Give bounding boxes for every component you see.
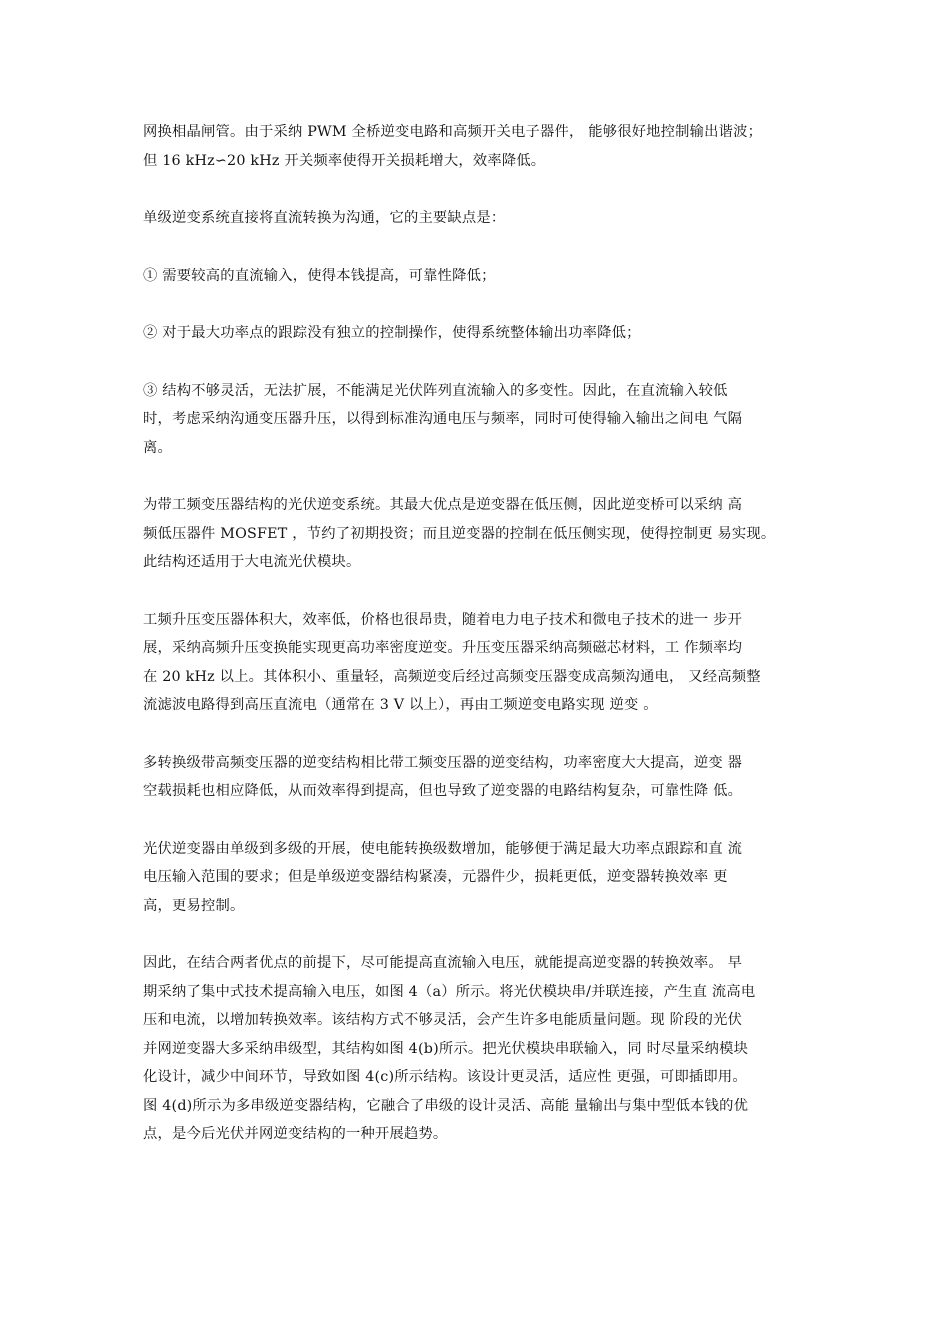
paragraph-single-stage-intro — [143, 204, 823, 233]
paragraph-structure-trends — [143, 949, 823, 1149]
text-line: 在 20 kHz 以上。其体积小、重量轻，高频逆变后经过高频变压器变成高频沟通电， 又经高频整 — [143, 668, 761, 685]
text-line: 点，是今后光伏并网逆变结构的一种开展趋势。 — [143, 1126, 448, 1142]
text-line: 压和电流，以增加转换效率。该结构方式不够灵活，会产生许多电能质量问题。现 阶段的光伏 — [143, 1012, 743, 1028]
text-line: 光伏逆变器由单级到多级的开展，使电能转换级数增加，能够便于满足最大功率点跟踪和直 流 — [143, 840, 743, 857]
text-line: 但 16 kHz∽20 kHz 开关频率使得开关损耗增大，效率降低。 — [143, 152, 546, 169]
text-line: 高，更易控制。 — [143, 897, 245, 914]
text-line: 时，考虑采纳沟通变压器升压，以得到标准沟通电压与频率，同时可使得输入输出之间电 气隔 — [143, 411, 743, 427]
text-line: 图 4(d)所示为多串级逆变器结构，它融合了串级的设计灵活、高能 量输出与集中型低本钱的优 — [143, 1097, 749, 1114]
text-line: 电压输入范围的要求；但是单级逆变器结构紧凑，元器件少，损耗更低，逆变器转换效率 更 — [143, 869, 728, 885]
text-line: ③ 结构不够灵活，无法扩展，不能满足光伏阵列直流输入的多变性。因此，在直流输入较低 — [143, 382, 728, 399]
text-line: 展，采纳高频升压变换能实现更高功率密度逆变。升压变压器采纳高频磁芯材料，工 作频率均 — [143, 640, 743, 656]
paragraph-line-frequency-transformer — [143, 491, 823, 577]
document-page — [143, 118, 823, 1149]
text-line: 期采纳了集中式技术提高输入电压，如图 4（a）所示。将光伏模块串/并联连接，产生直 流高电 — [143, 983, 756, 1000]
text-line: 空载损耗也相应降低，从而效率得到提高，但也导致了逆变器的电路结构复杂，可靠性降 低。 — [143, 783, 743, 799]
text-line: 频低压器件 MOSFET ，节约了初期投资；而且逆变器的控制在低压侧实现，使得控制更 易实现。 — [143, 525, 776, 542]
text-line: 流滤波电路得到高压直流电（通常在 3 V 以上），再由工频逆变电路实现 逆变 。 — [143, 697, 658, 713]
text-line: 并网逆变器大多采纳串级型，其结构如图 4(b)所示。把光伏模块串联输入，同 时尽量采纳模块 — [143, 1040, 749, 1057]
list-item-1 — [143, 262, 823, 291]
text-line: 离。 — [143, 439, 172, 456]
list-item-2 — [143, 319, 823, 348]
paragraph-multi-stage-comparison — [143, 749, 823, 806]
text-line: 工频升压变压器体积大，效率低，价格也很昂贵，随着电力电子技术和微电子技术的进一 步开 — [143, 611, 743, 628]
paragraph-high-frequency-boost — [143, 606, 823, 720]
text-line: ① 需要较高的直流输入，使得本钱提高，可靠性降低； — [143, 267, 496, 284]
text-line: 多转换级带高频变压器的逆变结构相比带工频变压器的逆变结构，功率密度大大提高，逆变 器 — [143, 754, 743, 771]
list-item-3 — [143, 377, 823, 463]
text-line: 网换相晶闸管。由于采纳 PWM 全桥逆变电路和高频开关电子器件， 能够很好地控制输出谐波； — [143, 124, 763, 140]
text-line: 化设计，减少中间环节，导致如图 4(c)所示结构。该设计更灵活，适应性 更强，可即插即用。 — [143, 1069, 747, 1085]
paragraph-pwm-inverter — [143, 118, 823, 175]
text-line: 为带工频变压器结构的光伏逆变系统。其最大优点是逆变器在低压侧，因此逆变桥可以采纳 高 — [143, 497, 743, 513]
text-line: 此结构还适用于大电流光伏模块。 — [143, 554, 361, 570]
text-line: 因此，在结合两者优点的前提下，尽可能提高直流输入电压，就能提高逆变器的转换效率。 早 — [143, 955, 743, 971]
text-line: ② 对于最大功率点的跟踪没有独立的控制操作，使得系统整体输出功率降低； — [143, 325, 641, 341]
text-line: 单级逆变系统直接将直流转换为沟通，它的主要缺点是： — [143, 210, 506, 226]
paragraph-inverter-development — [143, 835, 823, 921]
